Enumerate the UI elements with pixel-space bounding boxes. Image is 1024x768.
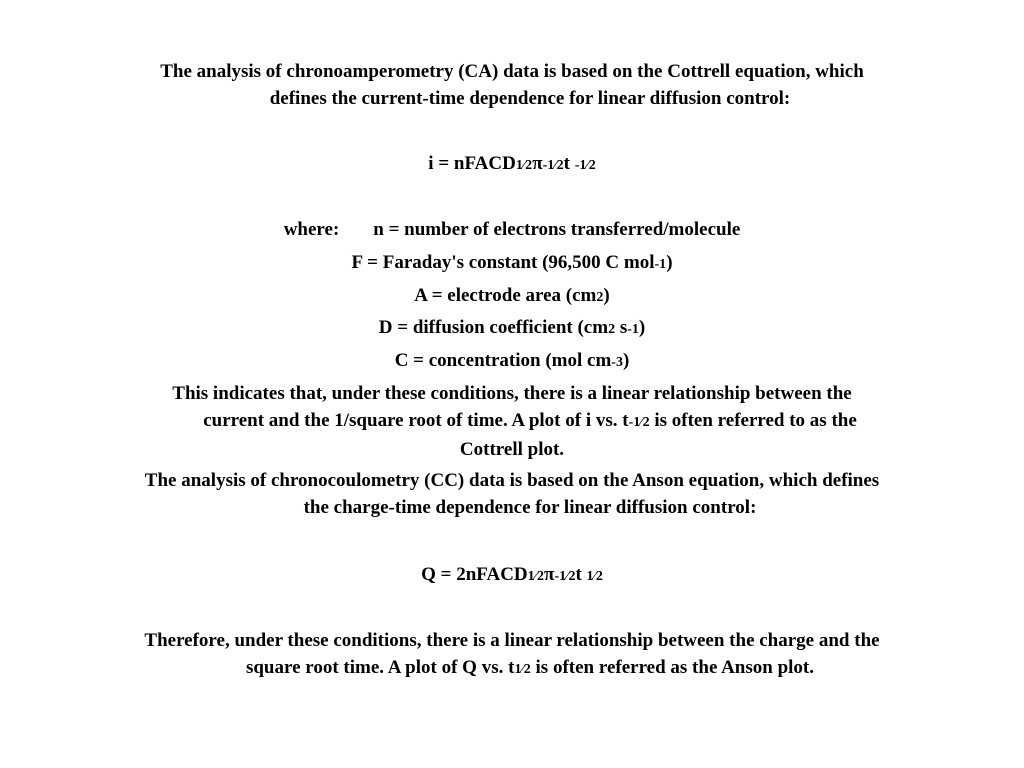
anson-plot-line2-pre: square root time. A plot of Q vs. t — [245, 657, 515, 678]
C-exponent: -3 — [611, 355, 623, 370]
cottrell-lhs: i = nFACD — [428, 153, 516, 174]
definition-D — [0, 314, 1024, 343]
cottrell-plot-line2-pre: current and the 1/square root of time. A plot of i vs. t — [203, 410, 629, 431]
cottrell-plot-line2 — [60, 407, 964, 436]
cottrell-equation — [0, 150, 1024, 179]
anson-equation — [0, 561, 1024, 590]
ca-intro-paragraph — [60, 58, 964, 112]
cottrell-exp-t: -1⁄2 — [574, 158, 596, 173]
anson-exp-pi: -1⁄2 — [554, 569, 576, 584]
pi-symbol-2: π — [544, 564, 555, 585]
cc-intro-paragraph — [60, 467, 964, 521]
anson-plot-line1: Therefore, under these conditions, there is a linear relationship between the charge and the — [144, 630, 880, 651]
definition-F — [0, 249, 1024, 278]
anson-plot-line2-post: is often referred as the Anson plot. — [530, 657, 815, 678]
A-definition: A = electrode area (cm — [414, 285, 597, 306]
A-close: ) — [603, 285, 610, 306]
anson-lhs: Q = 2nFACD — [421, 564, 528, 585]
cc-intro-line2: the charge-time dependence for linear diffusion control: — [303, 497, 757, 518]
cottrell-plot-line3: Cottrell plot. — [459, 439, 565, 460]
ca-intro-line2: defines the current-time dependence for linear diffusion control: — [269, 88, 791, 109]
cottrell-exp-pi: -1⁄2 — [542, 158, 564, 173]
D-exponent-2: -1 — [627, 322, 639, 337]
anson-t: t — [575, 564, 587, 585]
C-definition: C = concentration (mol cm — [394, 350, 612, 371]
cottrell-plot-line1: This indicates that, under these conditions, there is a linear relationship between the — [172, 383, 852, 404]
cc-intro-line1: The analysis of chronocoulometry (CC) data is based on the Anson equation, which defines — [144, 470, 880, 491]
D-exponent-1: 2 — [608, 322, 616, 337]
anson-plot-paragraph — [60, 627, 964, 683]
C-close: ) — [622, 350, 630, 371]
n-definition: n = number of electrons transferred/molecule — [373, 219, 741, 240]
F-close: ) — [666, 252, 673, 273]
F-definition: F = Faraday's constant (96,500 C mol — [351, 252, 655, 273]
D-mid: s — [615, 317, 628, 338]
cottrell-plot-line2-post: is often referred to as the — [649, 410, 857, 431]
definition-C — [0, 347, 1024, 376]
definition-A — [0, 282, 1024, 311]
where-label: where: — [283, 219, 340, 240]
D-definition: D = diffusion coefficient (cm — [378, 317, 609, 338]
anson-exp-t: 1⁄2 — [586, 569, 603, 584]
D-close: ) — [638, 317, 646, 338]
cottrell-t: t — [563, 153, 575, 174]
cottrell-plot-exponent: -1⁄2 — [628, 415, 650, 430]
cottrell-exp-d: 1⁄2 — [515, 158, 533, 173]
F-exponent: -1 — [654, 257, 667, 272]
pi-symbol: π — [532, 153, 543, 174]
cottrell-plot-paragraph — [60, 380, 964, 463]
anson-plot-line2 — [60, 654, 964, 683]
anson-plot-exponent: 1⁄2 — [514, 662, 531, 677]
ca-intro-line1: The analysis of chronoamperometry (CA) data is based on the Cottrell equation, which — [160, 61, 864, 82]
definition-n — [0, 216, 1024, 243]
anson-exp-d: 1⁄2 — [527, 569, 545, 584]
A-exponent: 2 — [596, 290, 604, 305]
